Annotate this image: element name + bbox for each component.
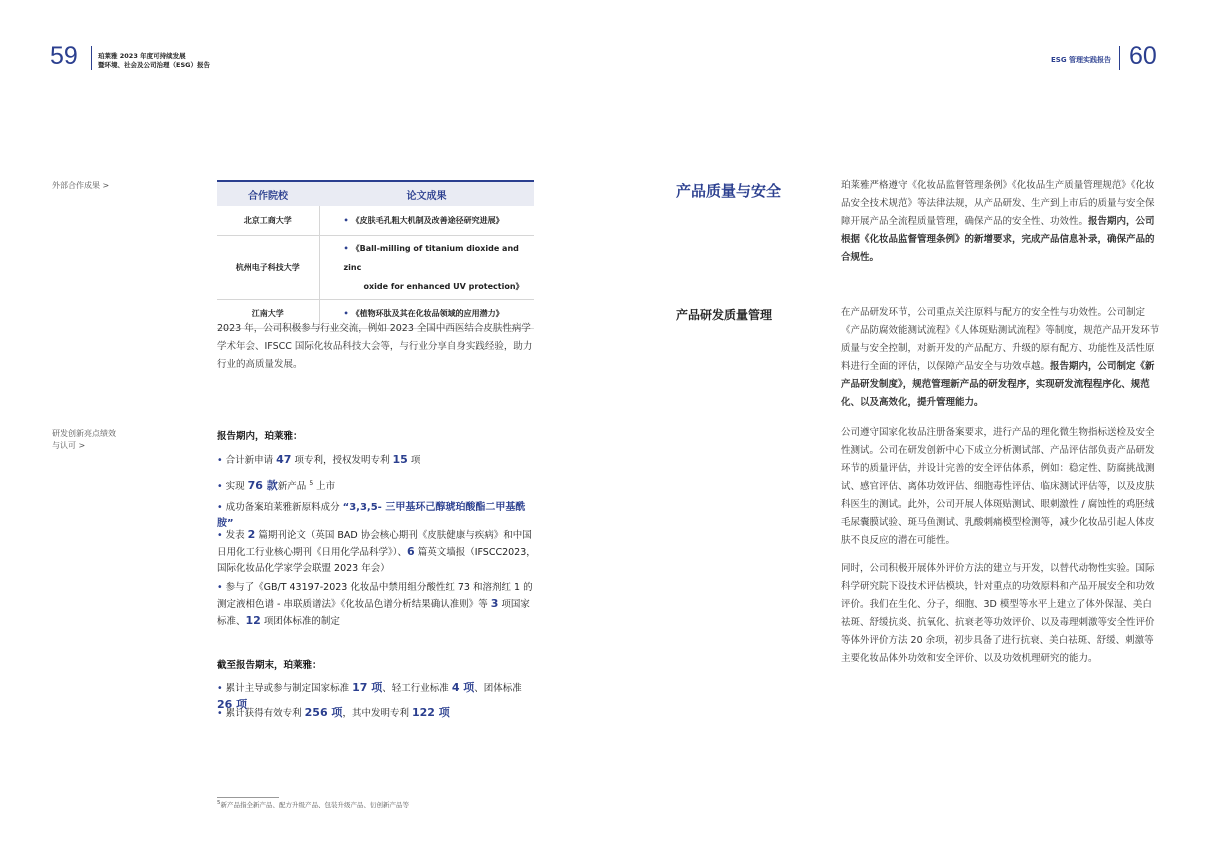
item-text: 累计主导或参与制定国家标准 [225,683,353,694]
table-cell-paper [319,206,534,235]
side-label-rd-line2: 与认可 > [52,441,86,451]
paragraph-bold-text: 报告期内，公司制定《新产品研发制度》，规范管理新产品的研发程序，实现研发流程程序化、规范化、以及高效化，提升管理能力。 [841,361,1155,408]
footnote-text: 新产品指全新产品、配方升级产品、包装升级产品、衍创新产品等 [220,801,409,810]
list-item [217,476,537,495]
rd-quality-paragraph-2: 公司遵守国家化妆品注册备案要求，进行产品的理化微生物指标送检及安全性测试。公司在研发创新中心下成立分析测试部、产品评估部负责产品研发环节的质量评估，并设计完善的安全评估体系，例如：稳定性、防腐挑战测试、感官评估、离体功效评估、细胞毒性评估、临床测试评估等，以及皮肤科医生的测试。此外，公司开展人体斑贴测试、眼刺激性 / 腐蚀性的鸡胚绒毛尿囊膜试验、斑马鱼测试、乳酸刺痛模型检测等，减少化妆品引起人体皮肤不良反应的潜在可能性。 [841,427,1155,546]
section-title-quality-safety: 产品质量与安全 [676,182,782,200]
item-number: 76 款 [247,479,278,493]
side-label-external-cooperation: 外部合作成果 > [52,181,110,190]
bullet-dot-icon: • [343,309,349,318]
item-text: 实现 [225,481,248,493]
rd-quality-paragraph-3: 同时，公司积极开展体外评价方法的建立与开发，以替代动物性实验。国际科学研究院下设技术评估模块，针对重点的功效原料和产品开展安全和功效评价。我们在生化、分子，细胞、3D 模型等水平上建立了体外保湿、美白祛斑、舒缓抗炎、抗氧化、抗衰老等功效评价、以及毒理刺激等安全性评价等体外评价方法 20 余项，初步具备了进行抗衰、美白祛斑、舒缓、刺激等主要化妆品体外功效和安全评价、以及功效机理研究的能力。 [841,563,1155,664]
list-item [217,452,537,469]
item-text: 合计新申请 [225,455,277,466]
footnote-number: 5 [217,800,221,806]
paper-title: 《皮肤毛孔粗大机制及改善途径研究进展》 [351,215,504,225]
right-page-number: 60 [1129,42,1157,70]
bullet-dot-icon: • [217,582,223,593]
table-cell-school: 北京工商大学 [217,206,319,235]
footnote-ref: 5 [309,480,314,487]
bullet-dot-icon: • [217,481,223,493]
table-cell-school: 杭州电子科技大学 [217,235,319,299]
item-text: 项国家标准、 [217,599,530,627]
table-row [217,206,534,235]
item-text: 新产品 [277,481,310,493]
paragraph-text: 在产品研发环节，公司重点关注原料与配方的安全性与功效性。公司制定《产品防腐效能测试流程》《人体斑贴测试流程》等制度，规范产品开发环节质量与安全控制，对新开发的产品配方、升级的原有配方、功能性及活性原料进行全面的评估，以保障产品安全与功效卓越。 [841,307,1160,372]
item-text: 成功备案珀莱雅新原料成分 [225,502,343,513]
item-text: 累计获得有效专利 [225,708,305,719]
table-header-school: 合作院校 [217,181,319,206]
left-page-number: 59 [50,42,78,70]
item-text: 参与了《GB/T 43197-2023 化妆品中禁用组分酸性红 73 和溶剂红 1 的测定液相色谱 - 串联质谱法》《化妆品色谱分析结果确认准则》等 [217,582,533,610]
item-text: 篇英文墙报（IFSCC2023，国际化妆品化学家学会联盟 2023 年会） [217,547,536,574]
table-header-row [217,181,534,206]
paper-title-line2: oxide for enhanced UV protection》 [363,281,524,291]
period-heading: 报告期内，珀莱雅： [217,431,303,442]
item-text: 项 [407,455,421,466]
side-label-rd-line1: 研发创新亮点绩效 [52,429,116,438]
rd-quality-paragraph-1 [841,304,1161,412]
bullet-dot-icon: • [217,502,223,513]
bullet-dot-icon: • [217,530,223,541]
item-number: 4 项 [451,681,475,694]
bullet-dot-icon: • [343,215,349,225]
item-number: 17 项 [352,681,383,694]
item-text: 项团体标准的制定 [260,616,340,627]
left-header-title [98,52,210,70]
footnote-divider [217,797,279,798]
footnote [217,800,409,809]
table-cell-school: 江南大学 [217,299,319,328]
table-cell-paper [319,235,534,299]
item-number: 2 [247,528,256,541]
bullet-dot-icon: • [217,683,223,694]
header-divider-left [91,46,92,70]
left-header-title-line1: 珀莱雅 2023 年度可持续发展 [98,52,186,60]
industry-exchange-paragraph: 2023 年，公司积极参与行业交流，例如 2023 全国中西医结合皮肤性病学学术年会、IFSCC 国际化妆品科技大会等，与行业分享自身实践经验，助力行业的高质量发展。 [217,323,533,370]
paper-title: 《Ball-milling of titanium dioxide and zinc [343,243,519,272]
item-text: 发表 [225,530,248,541]
bullet-dot-icon: • [217,708,223,719]
paragraph-text: 珀莱雅严格遵守《化妆品监督管理条例》《化妆品生产质量管理规范》《化妆品安全技术规范》等法律法规，从产品研发、生产到上市后的质量与安全保障开展产品全流程质量管理，确保产品的安全性、功效性。 [841,180,1155,227]
paragraph-bold-text: 报告期内，公司根据《化妆品监督管理条例》的新增要求，完成产品信息补录，确保产品的合规性。 [841,216,1155,263]
item-number: 6 [407,545,415,558]
header-divider-right [1119,46,1120,70]
item-text: 、轻工行业标准 [382,683,452,694]
item-number: 47 [276,453,292,466]
section-title-rd-quality: 产品研发质量管理 [676,308,773,322]
item-text: 、团体标准 [474,683,522,694]
item-number: 15 [392,453,408,466]
list-item [217,527,537,577]
item-number: 12 [245,614,261,627]
item-number: 256 项 [304,706,343,719]
right-header-section: ESG 管理实践报告 [1051,56,1112,64]
item-highlight: “3,3,5- 三甲基环己醇琥珀酸酯二甲基酰胺” [217,502,526,529]
bullet-dot-icon: • [343,243,349,253]
cumulative-heading: 截至报告期末，珀莱雅： [217,660,322,671]
item-text: 上市 [313,481,336,493]
item-text: ，其中发明专利 [342,708,412,719]
left-header-title-line2: 暨环境、社会及公司治理（ESG）报告 [98,60,210,69]
list-item [217,580,537,630]
table-header-paper: 论文成果 [319,181,534,206]
item-text: 项专利，授权发明专利 [291,455,393,466]
bullet-dot-icon: • [217,455,223,466]
side-label-rd-highlights [52,428,116,453]
item-text: 篇期刊论文（英国 BAD 协会核心期刊《皮肤健康与疾病》和中国日用化工行业核心期刊《日用化学品科学》）、 [217,530,532,558]
list-item [217,705,537,722]
item-number: 122 项 [411,706,450,719]
item-number: 26 项 [217,698,248,711]
paper-title: 《植物环肽及其在化妆品领域的应用潜力》 [351,309,504,318]
item-number: 3 [490,597,499,610]
table-row [217,235,534,299]
cooperation-table [217,180,534,329]
quality-safety-paragraph [841,177,1161,267]
